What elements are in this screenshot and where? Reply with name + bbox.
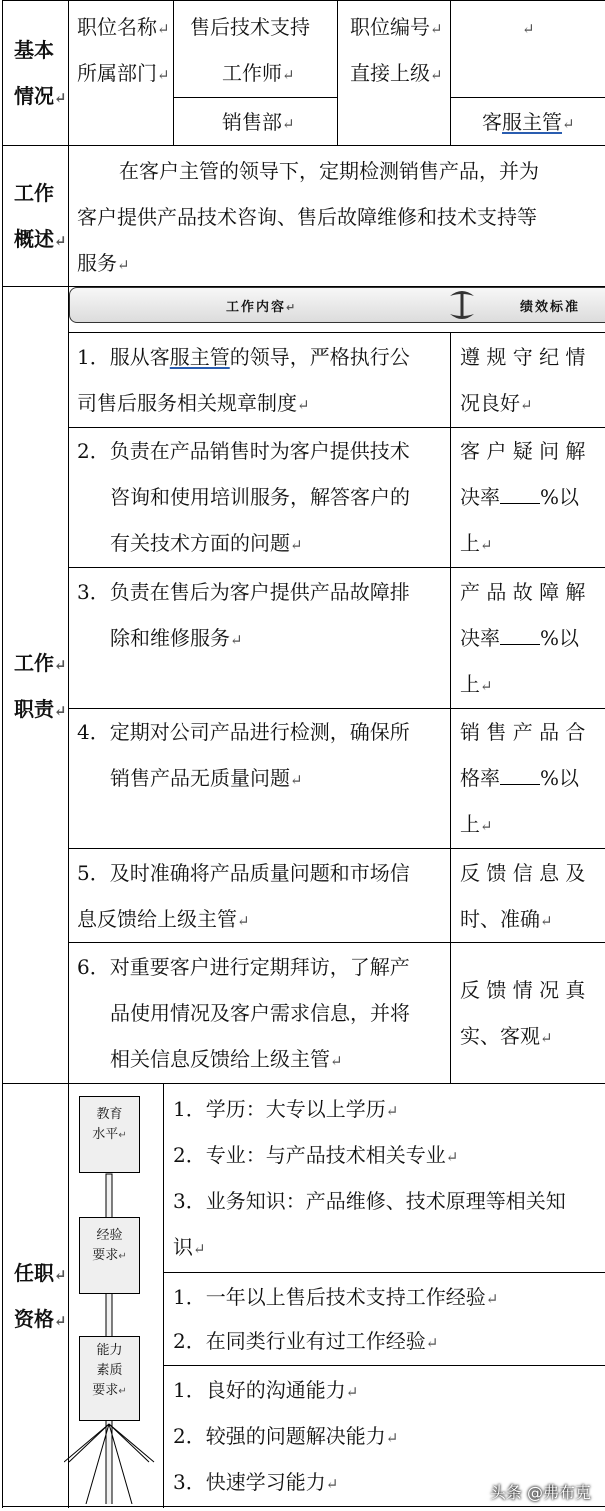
ability-1: 1．良好的沟通能力↵ — [173, 1378, 359, 1402]
std-2-line-1: 客 户 疑 问 解 — [460, 439, 586, 463]
section-label-overview: 工作 — [14, 181, 54, 205]
box-ability: 能力 素质 要求↵ — [79, 1336, 140, 1421]
ability-2: 2．较强的问题解决能力↵ — [173, 1424, 399, 1448]
duty-5-line-2: 息反馈给上级主管↵ — [77, 907, 250, 931]
superior-label: 直接上级↵ — [350, 61, 443, 85]
std-1-line-2: 况良好↵ — [460, 391, 533, 415]
position-name-value: 售后技术支持 — [190, 15, 310, 39]
duty-5-line-1: 5．及时准确将产品质量问题和市场信 — [77, 861, 410, 885]
duty-6-line-2: 品使用情况及客户需求信息，并将 — [110, 1001, 410, 1025]
std-6-line-1: 反 馈 情 况 真 — [460, 978, 586, 1002]
education-3: 3．业务知识：产品维修、技术原理等相关知 — [173, 1189, 566, 1213]
std-4-line-2: 格率 %以 — [460, 766, 580, 790]
std-4-line-1: 销 售 产 品 合 — [460, 720, 586, 744]
duty-2-line-2: 咨询和使用培训服务，解答客户的 — [110, 485, 410, 509]
std-4-line-3: 上↵ — [460, 812, 493, 836]
education-2: 2．专业：与产品技术相关专业↵ — [173, 1143, 459, 1167]
duty-2-line-1: 2．负责在产品销售时为客户提供技术 — [77, 439, 410, 463]
duty-3-line-2: 除和维修服务↵ — [110, 626, 243, 650]
department-value: 销售部↵ — [222, 110, 295, 134]
superior-value: 客服主管↵ — [482, 110, 575, 134]
box-education: 教育 水平↵ — [79, 1096, 140, 1173]
overview-line-2: 客户提供产品技术咨询、售后故障维修和技术支持等 — [77, 205, 537, 229]
section-label-basic: 基本 — [14, 38, 54, 62]
header-standard: 绩效标准 — [520, 300, 581, 315]
std-2-line-2: 决率 %以 — [460, 485, 580, 509]
section-label-qualification-2: 资格↵ — [14, 1307, 67, 1331]
experience-2: 2．在同类行业有过工作经验↵ — [173, 1329, 439, 1353]
overview-line-1: 在客户主管的领导下，定期检测销售产品，并为 — [119, 159, 539, 183]
position-name-value-2: 工作师↵ — [222, 61, 295, 85]
position-no-value: ↵ — [522, 20, 535, 38]
watermark: 头条 @弗布克 — [489, 1483, 591, 1502]
duty-6-line-3: 相关信息反馈给上级主管↵ — [110, 1047, 343, 1071]
duty-2-line-3: 有关技术方面的问题↵ — [110, 531, 303, 555]
section-label-qualification: 任职↵ — [14, 1261, 67, 1285]
std-6-line-2: 实、客观↵ — [460, 1024, 553, 1048]
education-1: 1．学历：大专以上学历↵ — [173, 1097, 399, 1121]
header-divider-icon — [447, 288, 477, 322]
header-content: 工作内容↵ — [226, 300, 298, 315]
std-5-line-2: 时、准确↵ — [460, 907, 553, 931]
std-2-line-3: 上↵ — [460, 531, 493, 555]
ability-3: 3．快速学习能力↵ — [173, 1470, 339, 1494]
education-3-cont: 识↵ — [173, 1235, 206, 1259]
duty-1-line-1: 1．服从客服主管的领导，严格执行公 — [77, 345, 410, 369]
std-3-line-2: 决率 %以 — [460, 626, 580, 650]
position-name-label: 职位名称↵ — [77, 15, 170, 39]
std-3-line-3: 上↵ — [460, 672, 493, 696]
position-no-label: 职位编号↵ — [350, 15, 443, 39]
experience-1: 1．一年以上售后技术支持工作经验↵ — [173, 1285, 499, 1309]
std-1-line-1: 遵 规 守 纪 情 — [460, 345, 586, 369]
std-3-line-1: 产 品 故 障 解 — [460, 580, 586, 604]
box-experience: 经验 要求↵ — [79, 1217, 140, 1294]
duty-1-line-2: 司售后服务相关规章制度↵ — [77, 391, 310, 415]
std-5-line-1: 反 馈 信 息 及 — [460, 861, 586, 885]
duty-3-line-1: 3．负责在售后为客户提供产品故障排 — [77, 580, 410, 604]
overview-line-3: 服务↵ — [77, 251, 130, 275]
duty-4-line-2: 销售产品无质量问题↵ — [110, 766, 303, 790]
section-label-basic-2: 情况↵ — [14, 84, 67, 108]
section-label-duties: 工作↵ — [14, 651, 67, 675]
department-label: 所属部门↵ — [77, 61, 170, 85]
duty-6-line-1: 6．对重要客户进行定期拜访，了解产 — [77, 955, 410, 979]
section-label-overview-2: 概述↵ — [14, 227, 67, 251]
section-label-duties-2: 职责↵ — [14, 697, 67, 721]
duty-4-line-1: 4．定期对公司产品进行检测，确保所 — [77, 720, 410, 744]
